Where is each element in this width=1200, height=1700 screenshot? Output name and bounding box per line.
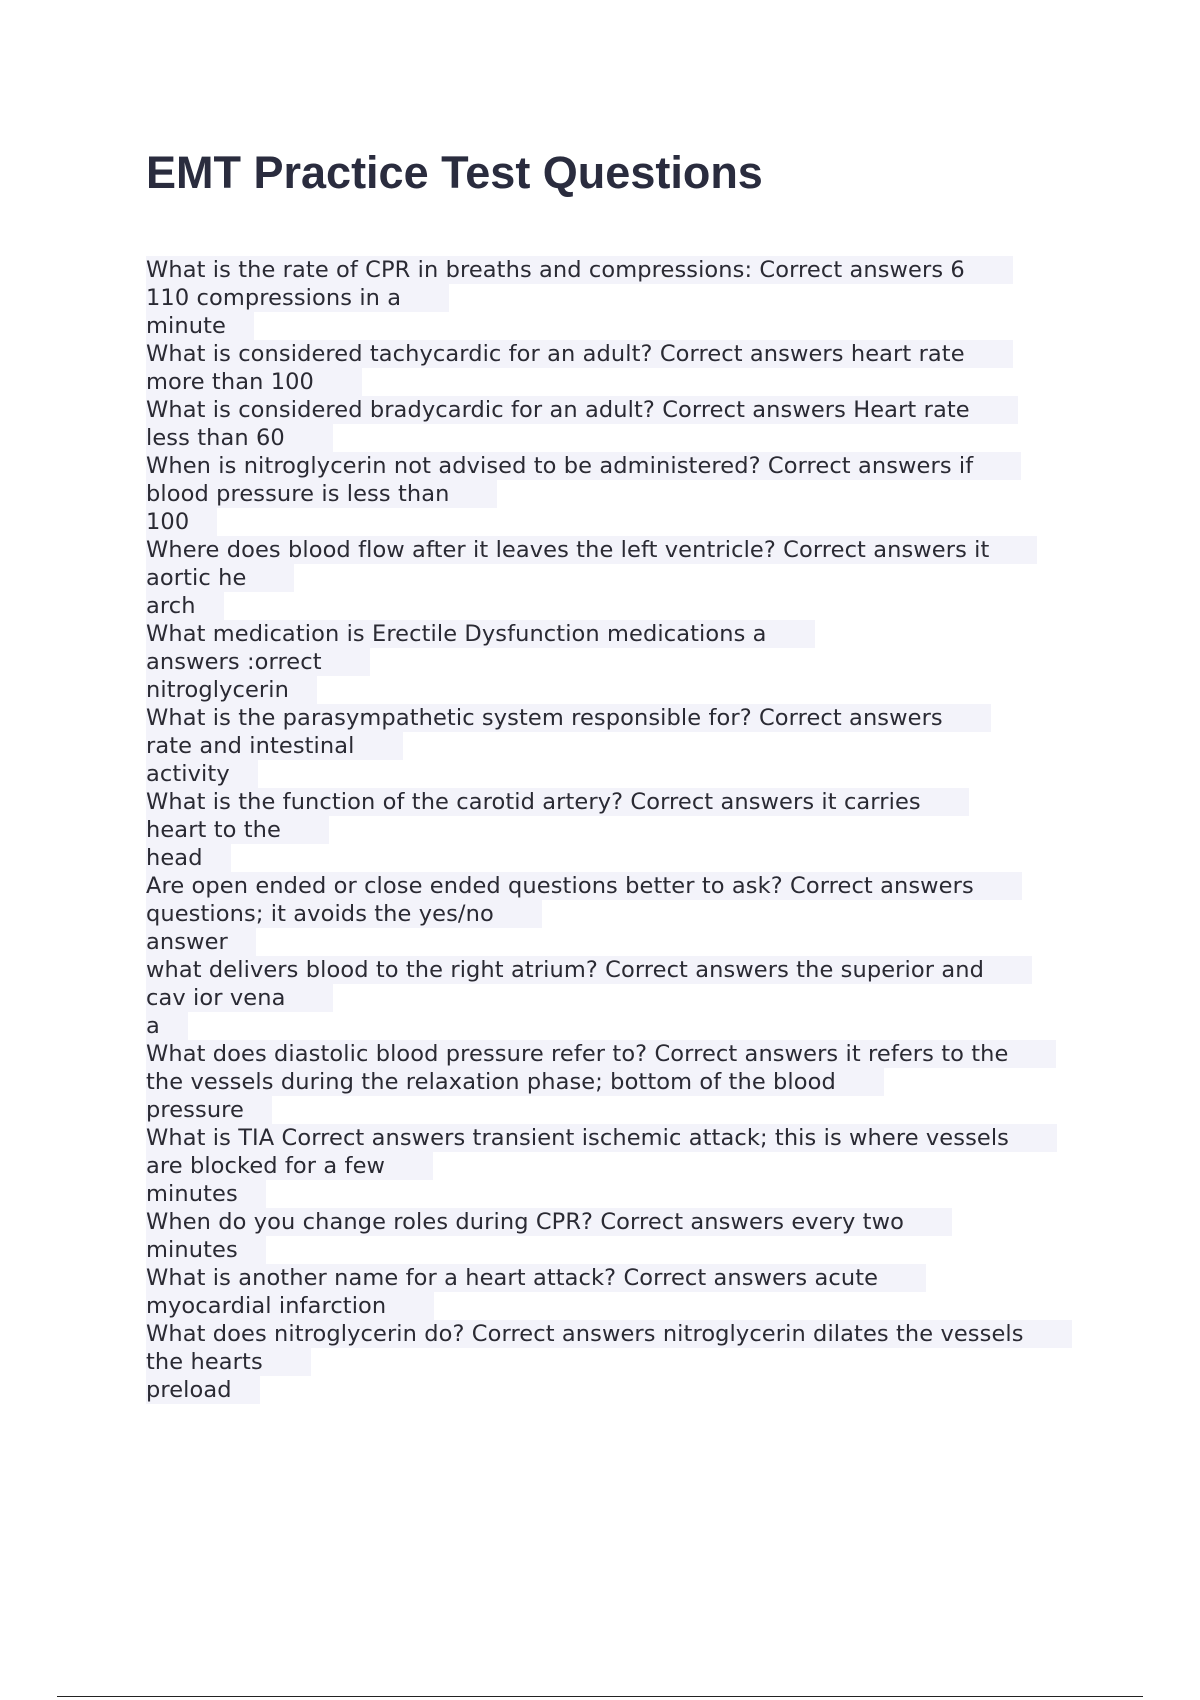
question-line: What is considered tachycardic for an adult? Correct answers heart rate [146,340,1013,368]
answer-line: cav ior vena [146,984,333,1012]
question-line: What is another name for a heart attack? Correct answers acute [146,1264,926,1292]
answer-line: the hearts [146,1348,311,1376]
qa-list [146,256,1106,1404]
answer-line: less than 60 [146,424,333,452]
answer-line: blood pressure is less than [146,480,497,508]
answer-line: activity [146,760,258,788]
answer-line: answer [146,928,256,956]
answer-line: pressure [146,1096,272,1124]
answer-line: myocardial infarction [146,1292,434,1320]
answer-line: rate and intestinal [146,732,403,760]
answer-line: are blocked for a few [146,1152,433,1180]
question-line: What is considered bradycardic for an adult? Correct answers Heart rate [146,396,1018,424]
question-line: When do you change roles during CPR? Correct answers every two [146,1208,952,1236]
page-title: EMT Practice Test Questions [146,147,763,198]
question-line: What is the parasympathetic system responsible for? Correct answers [146,704,991,732]
answer-line: aortic he [146,564,294,592]
answer-line: answers :orrect [146,648,370,676]
answer-line: head [146,844,231,872]
answer-line: preload [146,1376,260,1404]
question-line: What does diastolic blood pressure refer to? Correct answers it refers to the [146,1040,1056,1068]
question-line: What is the function of the carotid artery? Correct answers it carries [146,788,969,816]
question-line: Are open ended or close ended questions better to ask? Correct answers [146,872,1022,900]
answer-line: arch [146,592,224,620]
question-line: what delivers blood to the right atrium? Correct answers the superior and [146,956,1032,984]
answer-line: minutes [146,1236,266,1264]
answer-line: 110 compressions in a [146,284,449,312]
answer-line: a [146,1012,188,1040]
answer-line: questions; it avoids the yes/no [146,900,542,928]
answer-line: more than 100 [146,368,362,396]
footer-rule [57,1696,1143,1697]
answer-line: minute [146,312,254,340]
answer-line: 100 [146,508,217,536]
answer-line: the vessels during the relaxation phase; bottom of the blood [146,1068,884,1096]
question-line: What medication is Erectile Dysfunction medications a [146,620,815,648]
question-line: When is nitroglycerin not advised to be administered? Correct answers if [146,452,1021,480]
question-line: What is TIA Correct answers transient ischemic attack; this is where vessels [146,1124,1057,1152]
question-line: What does nitroglycerin do? Correct answers nitroglycerin dilates the vessels [146,1320,1072,1348]
answer-line: minutes [146,1180,266,1208]
answer-line: nitroglycerin [146,676,317,704]
question-line: Where does blood flow after it leaves the left ventricle? Correct answers it [146,536,1037,564]
answer-line: heart to the [146,816,329,844]
question-line: What is the rate of CPR in breaths and compressions: Correct answers 6 [146,256,1013,284]
